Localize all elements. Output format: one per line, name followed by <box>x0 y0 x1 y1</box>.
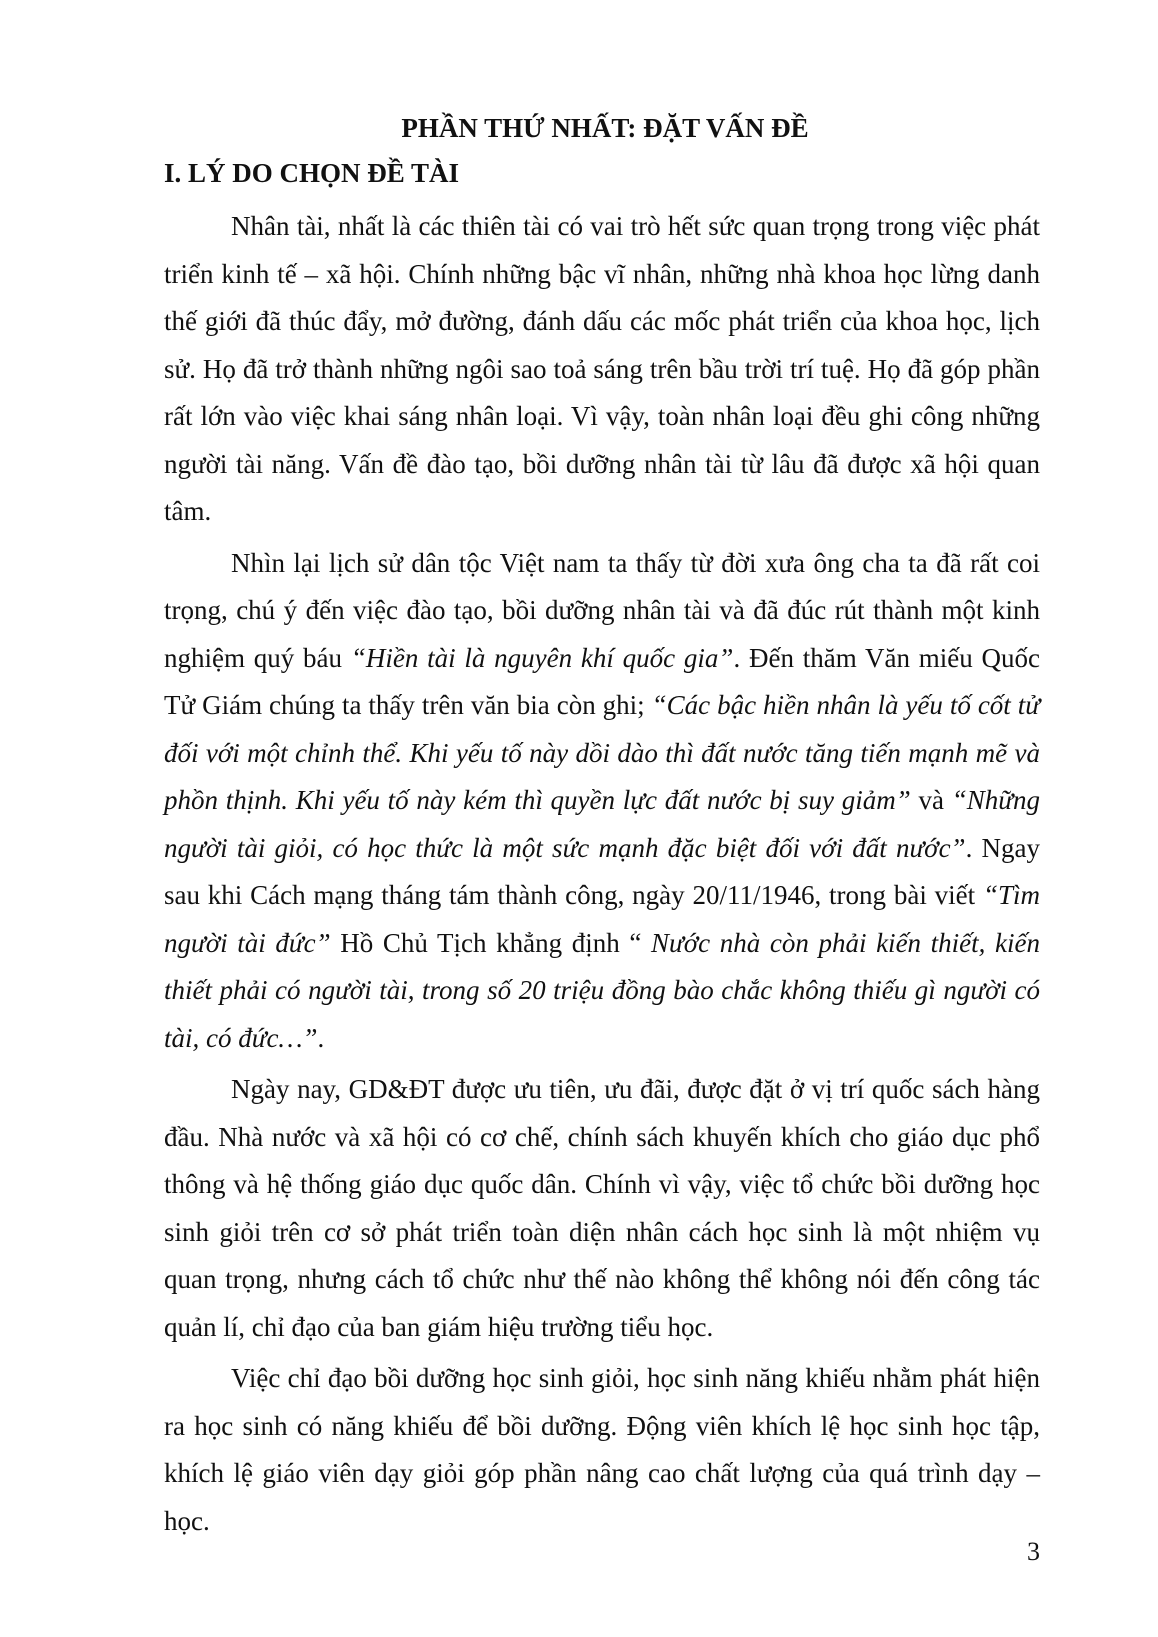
paragraph-1: Nhân tài, nhất là các thiên tài có vai trò hết sức quan trọng trong việc phát triển kinh tế – xã hội. Chính những bậc vĩ nhân, những nhà khoa học lừng danh thế giới đã thúc đẩy, mở đường, đánh dấu các mốc phát triển của khoa học, lịch sử. Họ đã trở thành những ngôi sao toả sáng trên bầu trời trí tuệ. Họ đã góp phần rất lớn vào việc khai sáng nhân loại. Vì vậy, toàn nhân loại đều ghi công những người tài năng. Vấn đề đào tạo, bồi dưỡng nhân tài từ lâu đã được xã hội quan tâm. <box>164 211 1040 526</box>
section-heading: I. LÝ DO CHỌN ĐỀ TÀI <box>164 158 460 188</box>
paragraph-4: Việc chỉ đạo bồi dưỡng học sinh giỏi, học sinh năng khiếu nhằm phát hiện ra học sinh có năng khiếu để bồi dưỡng. Động viên khích lệ học sinh học tập, khích lệ giáo viên dạy giỏi góp phần nâng cao chất lượng của quá trình dạy – học. <box>164 1363 1040 1536</box>
quote-nguoi-tai-gioi: “Những người tài giỏi, có học thức là một sức mạnh đặc biệt đối với đất nước” <box>164 785 1040 863</box>
page-number: 3 <box>1027 1537 1040 1566</box>
paragraph-2-text-4: . Ngay sau khi Cách mạng tháng tám thành công, ngày 20/11/1946, trong bài viết <box>164 832 1040 910</box>
paragraph-2-text-1: Nhìn lại lịch sử dân tộc Việt nam ta thấy từ đời xưa ông cha ta đã rất coi trọng, chú ý đến việc đào tạo, bồi dưỡng nhân tài và đã đúc rút thành một kinh nghiệm quý báu <box>164 547 1040 673</box>
paragraph-2-text-5: Hồ Chủ Tịch khẳng định “ <box>330 927 651 958</box>
quote-article-title: “Tìm người tài đức” <box>164 880 1040 958</box>
part-title: PHẦN THỨ NHẤT: ĐẶT VẤN ĐỀ <box>401 113 809 143</box>
body-text <box>164 203 1040 1549</box>
quote-ho-chu-tich: Nước nhà còn phải kiến thiết, kiến thiết phải có người tài, trong số 20 triệu đồng bào chắc không thiếu gì người có tài, có đức…” <box>164 927 1041 1053</box>
paragraph-3: Ngày nay, GD&ĐT được ưu tiên, ưu đãi, được đặt ở vị trí quốc sách hàng đầu. Nhà nước và xã hội có cơ chế, chính sách khuyến khích cho giáo dục phổ thông và hệ thống giáo dục quốc dân. Chính vì vậy, việc tổ chức bồi dưỡng học sinh giỏi trên cơ sở phát triển toàn diện nhân cách học sinh là một nhiệm vụ quan trọng, nhưng cách tổ chức như thế nào không thể không nói đến công tác quản lí, chỉ đạo của ban giám hiệu trường tiểu học. <box>164 1074 1040 1342</box>
quote-hien-tai: “Hiền tài là nguyên khí quốc gia” <box>350 642 734 673</box>
paragraph-2-text-3: và <box>910 785 952 815</box>
paragraph-2 <box>164 540 1040 1063</box>
paragraph-2-text-2: . Đến thăm Văn miếu Quốc Tử Giám chúng ta thấy trên văn bia còn ghi; <box>164 642 1040 720</box>
paragraph-2-text-6: . <box>317 1022 325 1053</box>
quote-van-bia: “Các bậc hiền nhân là yếu tố cốt tử đối với một chỉnh thể. Khi yếu tố này dồi dào thì đất nước tăng tiến mạnh mẽ và phồn thịnh. Khi yếu tố này kém thì quyền lực đất nước bị suy giảm” <box>164 690 1041 815</box>
